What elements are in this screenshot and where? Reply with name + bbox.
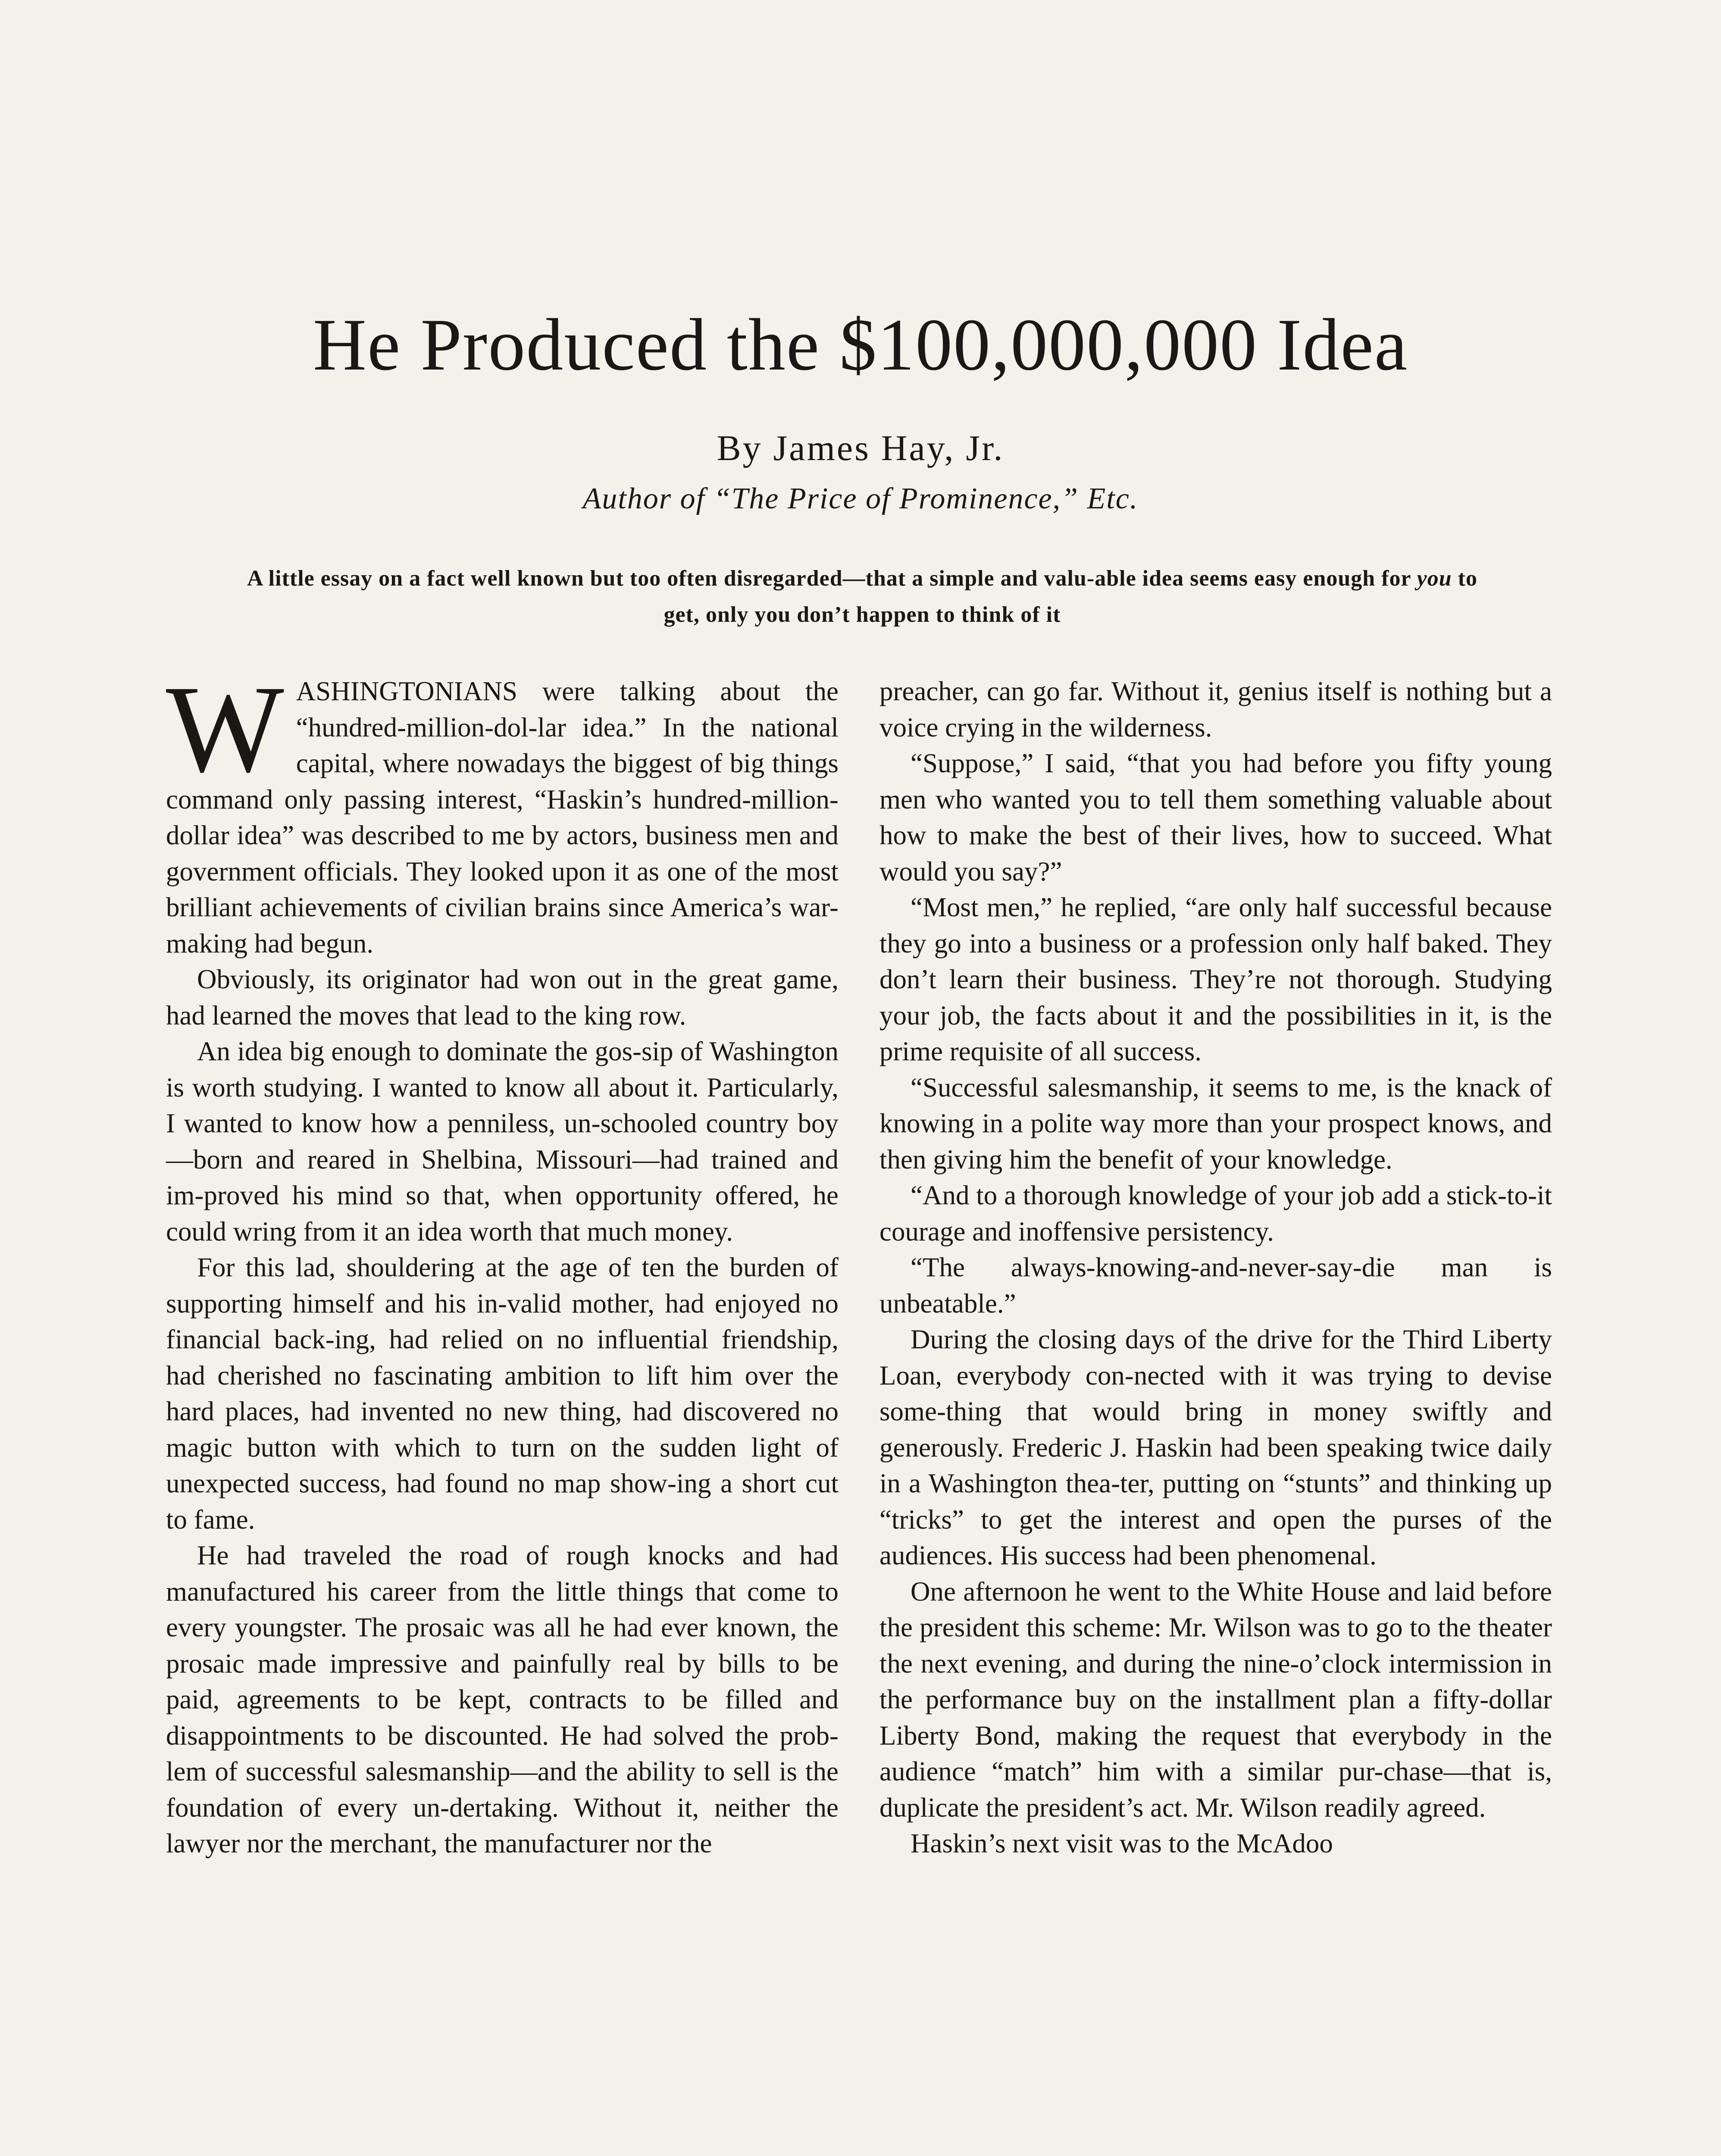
blurb-text-start: A little essay on a fact well known but too often disregarded—that a simple and valu-able idea seems easy enough for — [247, 566, 1417, 591]
paragraph: “Successful salesmanship, it seems to me, is the knack of knowing in a polite way more than your prospect knows, and then giving him the benefit of your knowledge. — [879, 1072, 1552, 1175]
blurb-emphasis: you — [1417, 566, 1452, 591]
article-blurb — [241, 561, 1483, 633]
paragraph: He had traveled the road of rough knocks and had manufactured his career from the little things that come to every youngster. The prosaic was all he had ever known, the prosaic made impressive and painfully real by bills to be paid, agreements to be kept, contracts to be filled and disappointments to be discounted. He had solved the prob-lem of successful salesmanship—and the ability to sell is the foundation of every un-dertaking. Without it, neither the lawyer nor the merchant, the manufacturer nor the — [166, 1540, 839, 1858]
right-text-column — [879, 674, 1552, 1862]
paragraph-continued: preacher, can go far. Without it, genius itself is nothing but a voice crying in the wilderness. — [879, 676, 1552, 743]
paragraph: Haskin’s next visit was to the McAdoo — [911, 1828, 1333, 1858]
article-byline: By James Hay, Jr. — [717, 428, 1004, 468]
paragraph: For this lad, shouldering at the age of ten the burden of supporting himself and his in-valid mother, had enjoyed no financial back-ing, had relied on no influential friendship, had cherished no fascinating ambition to lift him over the hard places, had invented no new thing, had discovered no magic button with which to turn on the sudden light of unexpected success, had found no map show-ing a short cut to fame. — [166, 1252, 839, 1535]
article-title: He Produced the $100,000,000 Idea — [313, 304, 1408, 386]
paragraph: An idea big enough to dominate the gos-sip of Washington is worth studying. I wanted to know all about it. Particularly, I wanted to know how a penniless, un-schooled country boy—born and reared in Shelbina, Missouri—had trained and im-proved his mind so that, when opportunity offered, he could wring from it an idea worth that much money. — [166, 1036, 839, 1247]
paragraph: “Most men,” he replied, “are only half successful because they go into a business or a profession only half baked. They don’t learn their business. They’re not thorough. Studying your job, the facts about it and the possibilities in it, is the prime requisite of all success. — [879, 892, 1552, 1066]
left-text-column — [166, 660, 839, 1862]
paragraph: “The always-knowing-and-never-say-die man is unbeatable.” — [879, 1252, 1552, 1319]
author-note: Author of “The Price of Prominence,” Etc. — [582, 482, 1139, 515]
paragraph: During the closing days of the drive for the Third Liberty Loan, everybody con-nected with it was trying to devise some-thing that would bring in money swiftly and generously. Frederic J. Haskin had been speaking twice daily in a Washington thea-ter, putting on “stunts” and thinking up “tricks” to get the interest and open the purses of the audiences. His success had been phenomenal. — [879, 1324, 1552, 1570]
blurb-text-end: to get, only you don’t happen to think of it — [663, 566, 1477, 627]
paragraph: One afternoon he went to the White House and laid before the president this scheme: Mr. Wilson was to go to the theater the next evening, and during the nine-o’clock intermission in the performance buy on the installment plan a fifty-dollar Liberty Bond, making the request that everybody in the audience “match” him with a similar pur-chase—that is, duplicate the president’s act. Mr. Wilson readily agreed. — [879, 1576, 1552, 1823]
paragraph-opening — [166, 660, 839, 962]
paragraph-opening-text: ASHINGTONIANS were talking about the “hundred-million-dol-lar idea.” In the national capital, where nowadays the biggest of big things command only passing interest, “Haskin’s hundred-million-dollar idea” was described to me by actors, business men and government officials. They looked upon it as one of the most brilliant achievements of civilian brains since America’s war-making had begun. — [166, 676, 839, 959]
paragraph: “Suppose,” I said, “that you had before you fifty young men who wanted you to tell them something valuable about how to make the best of their lives, how to succeed. What would you say?” — [879, 748, 1552, 887]
paragraph: “And to a thorough knowledge of your job add a stick-to-it courage and inoffensive persistency. — [879, 1180, 1552, 1247]
paragraph: Obviously, its originator had won out in the great game, had learned the moves that lead to the king row. — [166, 964, 839, 1031]
drop-cap: W — [166, 660, 284, 798]
